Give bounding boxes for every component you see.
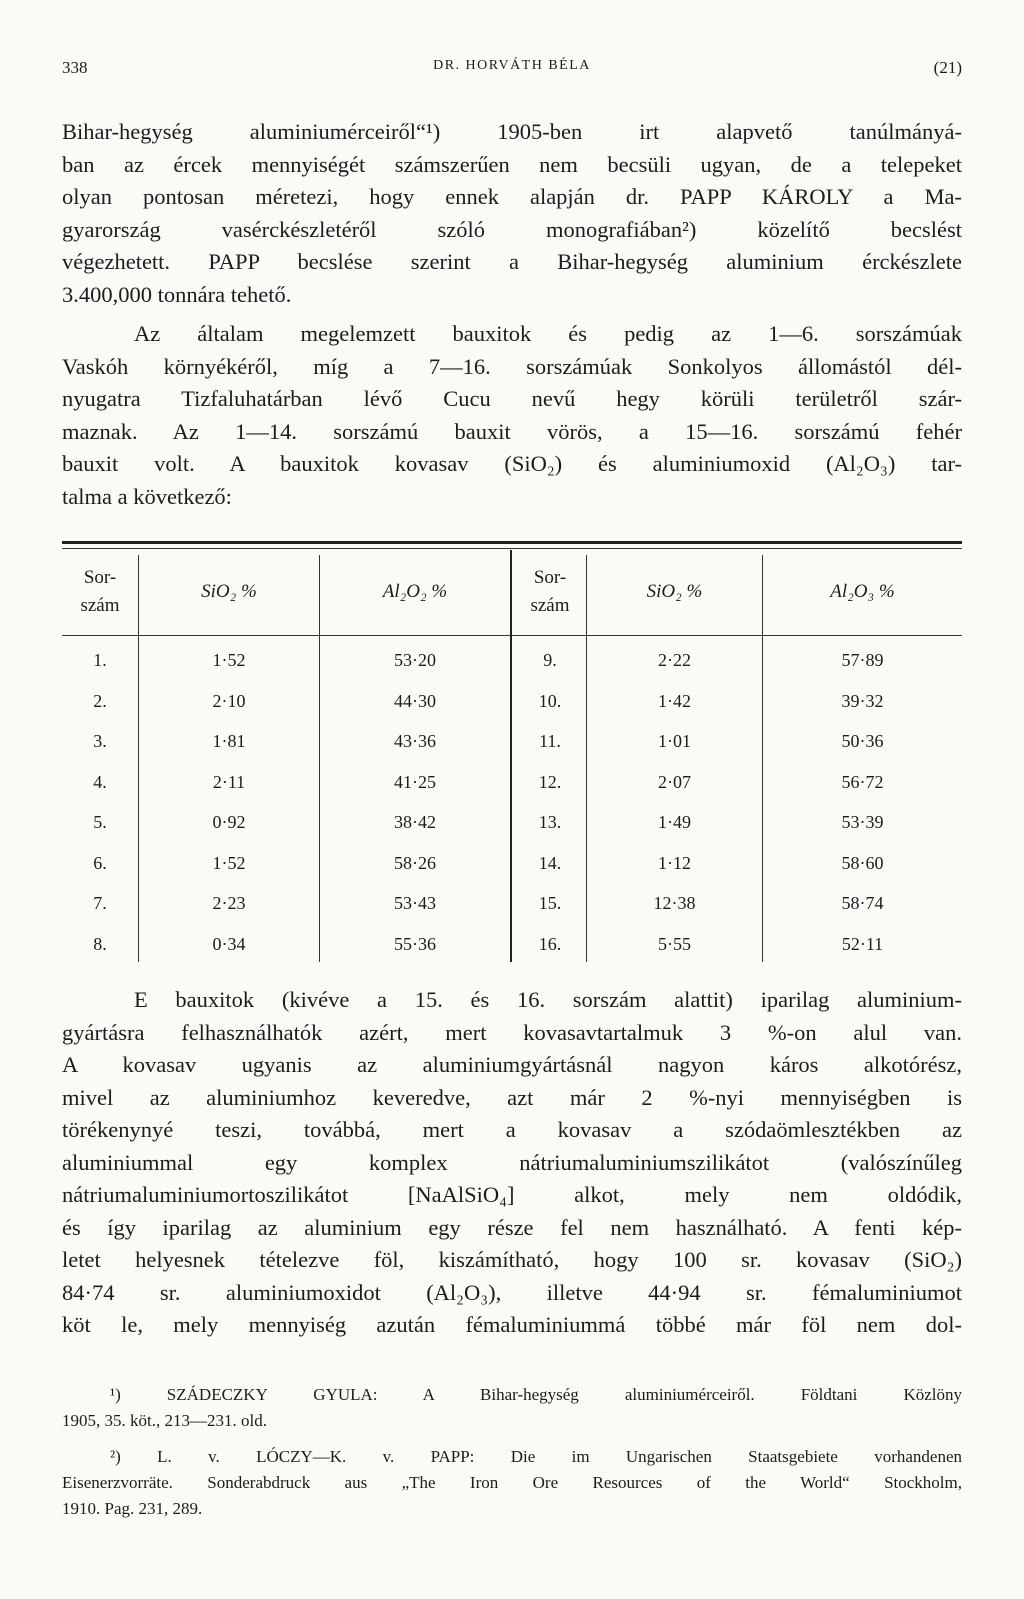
sorszam-cell: 14. [538,852,562,873]
paragraph-line: köt le, mely mennyiség azután fémaluminiummá többé már föl nem dol- [62,1312,962,1337]
sorszam-cell: 5. [93,812,107,832]
al2o3-cell: 53·43 [394,893,436,913]
sorszam-cell: 11. [539,731,561,751]
running-title: DR. HORVÁTH BÉLA [433,58,591,73]
table-header [62,549,962,635]
al2o3-cell: 41·25 [394,771,436,792]
paragraph-line: nyugatra Tizfaluhatárban lévő Cucu nevű hegy körüli területről szár- [62,386,962,411]
sorszam-cell: 1. [93,650,107,670]
paragraph-line: letet helyesnek tételezve föl, kiszámítható, hogy 100 sr. kovasav (SiO₂) [62,1247,962,1272]
paragraph-1 [62,116,962,311]
footnote-2 [62,1444,962,1522]
sorszam-cell: 3. [93,731,107,751]
paragraph-3 [62,984,962,1342]
header-al2o3-right: Al₂O₃ % [830,581,895,602]
al2o3-cell: 57·89 [841,650,884,670]
footnote-1 [62,1382,962,1434]
sorszam-cell: 16. [538,933,562,954]
sio2-cell: 12·38 [653,893,696,913]
sio2-cell: 0·34 [212,933,246,954]
sorszam-cell: 12. [538,771,562,792]
table-row [62,812,962,850]
al2o3-cell: 58·26 [394,852,436,873]
al2o3-cell: 56·72 [841,771,884,792]
paragraph-2 [62,318,962,513]
paragraph-line: talma a következő: [62,483,232,509]
header-sio2-right: SiO₂ % [646,581,703,602]
table-top-rule [62,541,962,544]
al2o3-cell: 58·74 [841,893,884,913]
sio2-cell: 1·42 [658,690,691,711]
table-row [62,853,962,891]
paragraph-line: nátriumaluminiumortoszilikátot [NaAlSiO₄] alkot, mely nem oldódik, [62,1182,962,1207]
paragraph-line: Bihar-hegység aluminiumérceiről“¹) 1905-ben irt alapvető tanúlmányá- [62,119,962,144]
al2o3-cell: 38·42 [394,812,436,832]
sio2-cell: 1·12 [658,852,691,873]
paragraph-line: maznak. Az 1—14. sorszámú bauxit vörös, a 15—16. sorszámú fehér [62,418,962,444]
paragraph-line: gyarország vasérckészletéről szóló monografiában²) közelítő becslést [62,216,962,242]
al2o3-cell: 43·36 [394,731,436,751]
paragraph-line: E bauxitok (kivéve a 15. és 16. sorszám alattit) iparilag aluminium- [134,987,962,1012]
sorszam-cell: 4. [93,771,107,792]
paragraph-line: Az általam megelemzett bauxitok és pedig az 1—6. sorszámúak [134,321,962,346]
sorszam-cell: 13. [538,812,562,832]
sorszam-cell: 2. [93,690,107,711]
paragraph-line: aluminiummal egy komplex nátriumaluminiumszilikátot (valószínűleg [62,1149,962,1175]
al2o3-cell: 53·39 [841,812,884,832]
sio2-cell: 2·07 [658,771,691,792]
sorszam-cell: 7. [93,893,107,913]
al2o3-cell: 53·20 [394,650,436,670]
sorszam-cell: 8. [93,933,107,954]
table-row [62,691,962,729]
header-sorszam-left: Sor- szám [80,567,120,616]
sio2-cell: 5·55 [658,933,691,954]
paragraph-line: mivel az aluminiumhoz keveredve, azt már 2 %-nyi mennyiségben is [62,1084,962,1110]
table-body [62,636,962,966]
paragraph-line: 3.400,000 tonnára tehető. [62,281,292,307]
sorszam-cell: 15. [538,893,562,913]
sio2-cell: 0·92 [212,812,246,832]
header-sio2-left: SiO₂ % [201,581,257,602]
sio2-cell: 1·01 [658,731,691,751]
section-number: (21) [933,58,962,77]
paragraph-line: bauxit volt. A bauxitok kovasav (SiO₂) és aluminiumoxid (Al₂O₃) tar- [62,451,962,476]
header-al2o3-left: Al₂O₂ % [382,581,448,602]
footnotes [62,1382,962,1532]
footnote-line: ¹) SZÁDECZKY GYULA: A Bihar-hegység aluminiumérceiről. Földtani Közlöny [110,1385,962,1404]
sio2-cell: 2·11 [212,771,246,792]
header-sorszam-right: Sor- szám [530,567,570,616]
sorszam-cell: 9. [543,650,557,670]
paragraph-line: olyan pontosan méretezi, hogy ennek alapján dr. PAPP KÁROLY a Ma- [62,184,962,209]
sio2-cell: 1·52 [212,650,246,670]
al2o3-cell: 52·11 [841,933,884,954]
sio2-cell: 2·23 [212,893,246,913]
sio2-cell: 2·22 [658,650,691,670]
footnote-line: Eisenerzvorräte. Sonderabdruck aus „The Iron Ore Resources of the World“ Stockholm, [62,1473,962,1492]
paragraph-line: Vaskóh környékéről, míg a 7—16. sorszámúak Sonkolyos állomástól dél- [62,353,962,379]
al2o3-cell: 50·36 [841,731,884,751]
al2o3-cell: 44·30 [394,690,436,711]
table-row [62,893,962,931]
bauxite-analysis-table [62,541,962,966]
table-row [62,650,962,688]
table-row [62,934,962,972]
paragraph-line: végezhetett. PAPP becslése szerint a Bihar-hegység aluminium érckészlete [62,249,962,274]
footnote-line: ²) L. v. LÓCZY—K. v. PAPP: Die im Ungarischen Staatsgebiete vorhandenen [110,1447,962,1466]
sorszam-cell: 6. [93,852,107,873]
al2o3-cell: 39·32 [841,690,884,711]
al2o3-cell: 58·60 [841,852,884,873]
sio2-cell: 1·49 [658,812,691,832]
table-row [62,731,962,769]
sio2-cell: 2·10 [212,690,246,711]
al2o3-cell: 55·36 [394,933,436,954]
paragraph-line: 84·74 sr. aluminiumoxidot (Al₂O₃), illetve 44·94 sr. fémaluminiumot [62,1279,962,1305]
paragraph-line: ban az ércek mennyiségét számszerűen nem becsüli ugyan, de a telepeket [62,151,962,177]
table-row [62,772,962,810]
paragraph-line: törékenynyé teszi, továbbá, mert a kovasav a szódaömlesztékben az [62,1117,962,1142]
sio2-cell: 1·81 [212,731,246,751]
sio2-cell: 1·52 [212,852,246,873]
paragraph-line: gyártásra felhasználhatók azért, mert kovasavtartalmuk 3 %-on alul van. [62,1019,962,1045]
page-header [62,58,962,88]
paragraph-line: és így iparilag az aluminium egy része fel nem használható. A fenti kép- [62,1214,962,1240]
paragraph-line: A kovasav ugyanis az aluminiumgyártásnál nagyon káros alkotórész, [62,1052,962,1077]
sorszam-cell: 10. [538,690,562,711]
footnote-line: 1910. Pag. 231, 289. [62,1499,203,1518]
footnote-line: 1905, 35. köt., 213—231. old. [62,1411,267,1430]
page-number: 338 [62,58,88,77]
